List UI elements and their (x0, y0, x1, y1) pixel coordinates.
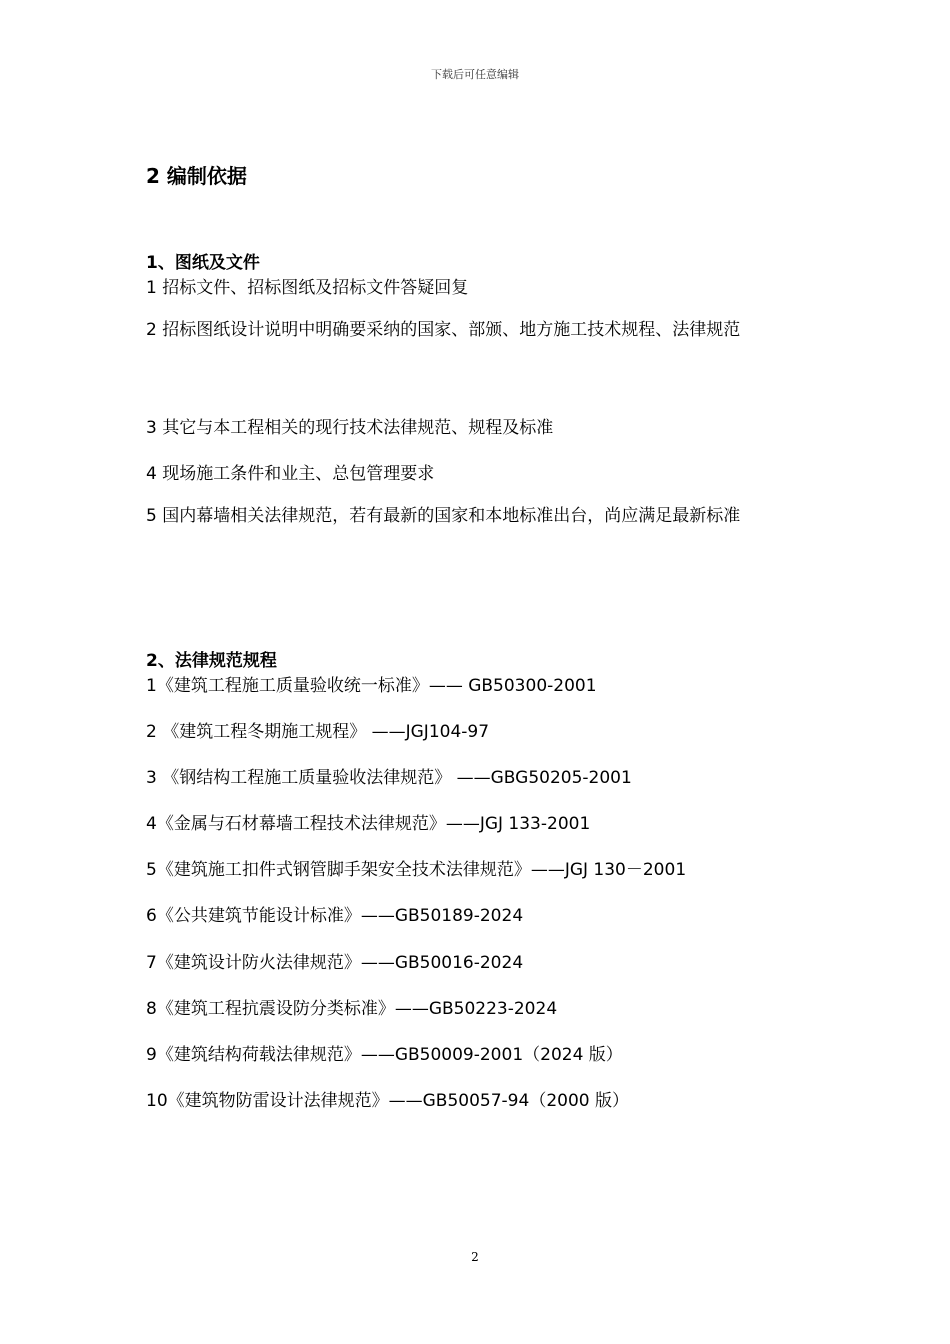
section-title: 2 编制依据 (146, 164, 247, 188)
list-item: 4 现场施工条件和业主、总包管理要求 (146, 464, 435, 484)
list-item: 2 招标图纸设计说明中明确要采纳的国家、部颁、地方施工技术规程、法律规范 (146, 320, 741, 340)
page-number: 2 (471, 1250, 479, 1264)
page-header: 下载后可任意编辑 (431, 68, 519, 81)
list-item: 5 国内幕墙相关法律规范，若有最新的国家和本地标准出台，尚应满足最新标准 (146, 506, 741, 526)
list-item: 8《建筑工程抗震设防分类标准》——GB50223-2024 (146, 999, 558, 1019)
list-item: 3 其它与本工程相关的现行技术法律规范、规程及标准 (146, 418, 554, 438)
list-item: 10《建筑物防雷设计法律规范》——GB50057-94（2000 版） (146, 1091, 629, 1111)
list-item: 5《建筑施工扣件式钢管脚手架安全技术法律规范》——JGJ 130－2001 (146, 860, 687, 880)
subsection-heading-regulations: 2、法律规范规程 (146, 651, 277, 671)
list-item: 9《建筑结构荷载法律规范》——GB50009-2001（2024 版） (146, 1045, 623, 1065)
list-item: 1《建筑工程施工质量验收统一标准》—— GB50300-2001 (146, 676, 597, 696)
list-item: 4《金属与石材幕墙工程技术法律规范》——JGJ 133-2001 (146, 814, 591, 834)
list-item: 1 招标文件、招标图纸及招标文件答疑回复 (146, 278, 469, 298)
list-item: 2 《建筑工程冬期施工规程》 ——JGJ104-97 (146, 722, 490, 742)
list-item: 3 《钢结构工程施工质量验收法律规范》 ——GBG50205-2001 (146, 768, 632, 788)
list-item: 6《公共建筑节能设计标准》——GB50189-2024 (146, 906, 524, 926)
list-item: 7《建筑设计防火法律规范》——GB50016-2024 (146, 953, 524, 973)
subsection-heading-drawings: 1、图纸及文件 (146, 253, 260, 273)
